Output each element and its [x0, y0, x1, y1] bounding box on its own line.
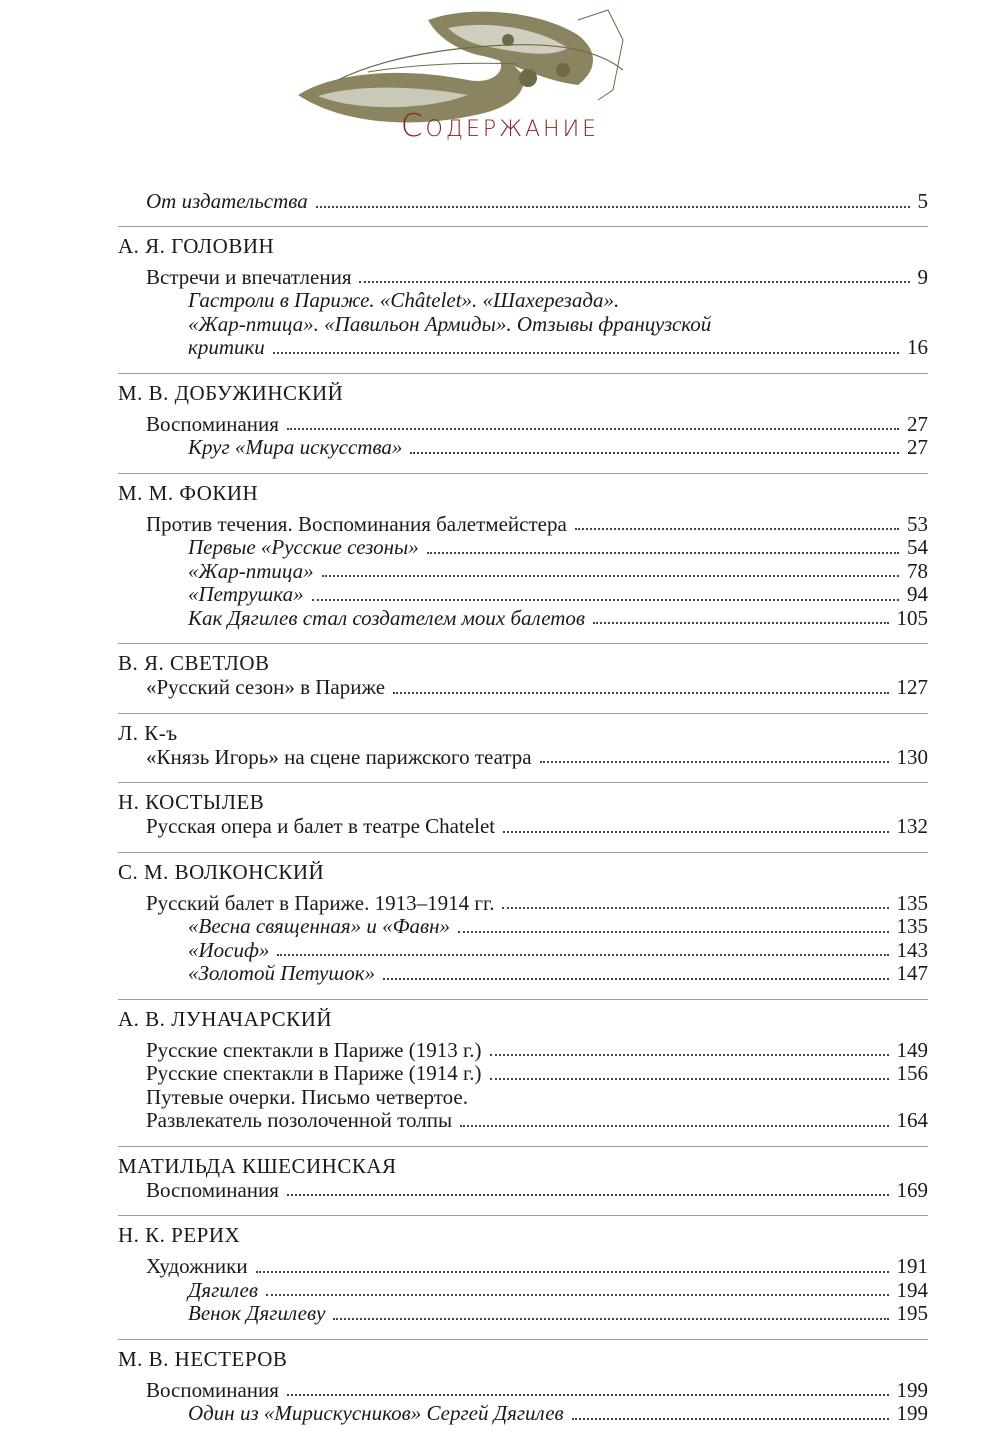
entry-title: «Жар-птица»: [188, 558, 314, 583]
entry-title: Воспоминания: [146, 1177, 279, 1202]
dot-leader: [593, 622, 888, 624]
entry-title: «Русский сезон» в Париже: [146, 675, 386, 699]
toc-entry[interactable]: [118, 513, 928, 537]
entry-title: Русский балет в Париже. 1913–1914 гг.: [146, 890, 495, 915]
dot-leader: [502, 907, 888, 909]
spacer: [118, 839, 928, 846]
toc-section: [118, 782, 928, 846]
toc-section: [118, 643, 928, 707]
author-heading: М. В. ДОБУЖИНСКИЙ: [118, 373, 928, 406]
entry-title: «Князь Игорь» на сцене парижского театра: [146, 744, 532, 769]
dot-leader: [273, 352, 899, 354]
toc-section: [118, 473, 928, 638]
entry-title: Венок Дягилеву: [188, 1301, 326, 1325]
entry-title: критики: [188, 335, 265, 359]
toc-entry[interactable]: [118, 560, 928, 584]
entry-title: Первые «Русские сезоны»: [188, 535, 419, 559]
spacer: [118, 986, 928, 993]
author-heading: МАТИЛЬДА КШЕСИНСКАЯ: [118, 1146, 928, 1179]
dot-leader: [460, 1125, 888, 1127]
page-number: 135: [896, 914, 928, 938]
toc-entry[interactable]: [118, 336, 928, 360]
page-number: 195: [896, 1301, 928, 1325]
dot-leader: [458, 931, 889, 933]
page-number: 199: [896, 1377, 928, 1402]
page-number: 199: [896, 1401, 928, 1425]
entry-title: Художники: [146, 1254, 248, 1278]
entry-title: От издательства: [146, 189, 308, 213]
page-number: 149: [896, 1037, 928, 1062]
toc-entry[interactable]: [118, 583, 928, 607]
dot-leader: [287, 1394, 889, 1396]
author-heading: Л. К-ъ: [118, 713, 928, 746]
entry-title: Путевые очерки. Письмо четвертое.: [146, 1084, 469, 1109]
toc-entry[interactable]: [118, 1279, 928, 1303]
page-number: 127: [896, 675, 928, 699]
page-number: 191: [896, 1254, 928, 1278]
entry-title: Дягилев: [188, 1277, 258, 1302]
spacer: [118, 630, 928, 637]
page-number: 147: [896, 961, 928, 985]
dot-leader: [322, 575, 899, 577]
dot-leader: [266, 1294, 889, 1296]
toc-entry[interactable]: [118, 1109, 928, 1133]
entry-title: Развлекатель позолоченной толпы: [146, 1108, 453, 1132]
entry-title: Воспоминания: [146, 1377, 279, 1402]
toc-entry[interactable]: [118, 1039, 928, 1063]
dot-leader: [572, 1418, 889, 1420]
spacer: [118, 460, 928, 467]
page-number: 9: [917, 264, 928, 289]
author-heading: А. В. ЛУНАЧАРСКИЙ: [118, 999, 928, 1032]
page-number: 156: [896, 1061, 928, 1085]
dot-leader: [410, 452, 899, 454]
toc-section: [118, 713, 928, 777]
toc-entry[interactable]: [118, 1179, 928, 1203]
spacer: [118, 1202, 928, 1209]
spacer: [118, 769, 928, 776]
toc-entry[interactable]: [118, 915, 928, 939]
toc-entry[interactable]: [118, 289, 928, 313]
page-number: 143: [896, 937, 928, 962]
entry-title: Круг «Мира искусства»: [188, 435, 403, 459]
dot-leader: [277, 954, 888, 956]
toc-section: [118, 1146, 928, 1210]
toc-section-preface: [118, 190, 928, 220]
page-number: 54: [907, 535, 928, 559]
dot-leader: [256, 1271, 889, 1273]
toc-entry[interactable]: [118, 1062, 928, 1086]
page-number: 130: [896, 744, 928, 769]
dot-leader: [490, 1078, 889, 1080]
entry-title: Один из «Мирискусников» Сергей Дягилев: [188, 1401, 564, 1425]
toc-entry[interactable]: [118, 266, 928, 290]
page-number: 53: [907, 511, 928, 536]
page-number: 105: [896, 605, 928, 630]
spacer: [118, 360, 928, 367]
dot-leader: [312, 599, 899, 601]
author-heading: Н. К. РЕРИХ: [118, 1215, 928, 1248]
dot-leader: [287, 1194, 889, 1196]
entry-title: Встречи и впечатления: [146, 264, 352, 289]
dot-leader: [333, 1318, 888, 1320]
spacer: [118, 700, 928, 707]
toc-entry[interactable]: [118, 1302, 928, 1326]
entry-title: Воспоминания: [146, 411, 279, 436]
author-heading: В. Я. СВЕТЛОВ: [118, 643, 928, 676]
toc-entry[interactable]: [118, 892, 928, 916]
entry-title: «Весна священная» и «Фавн»: [188, 914, 450, 938]
toc-entry[interactable]: [118, 190, 928, 214]
dot-leader: [393, 692, 888, 694]
page-number: 169: [896, 1177, 928, 1202]
author-heading: А. Я. ГОЛОВИН: [118, 226, 928, 259]
spacer: [118, 1326, 928, 1333]
page-number: 194: [896, 1277, 928, 1302]
page-number: 5: [917, 189, 928, 213]
entry-title: Русские спектакли в Париже (1913 г.): [146, 1037, 482, 1062]
page-number: 164: [896, 1108, 928, 1132]
entry-title: Русская опера и балет в театре Chatelet: [146, 814, 496, 838]
toc-section: [118, 1215, 928, 1333]
entry-title: Как Дягилев стал создателем моих балетов: [188, 605, 586, 630]
dot-leader: [359, 281, 909, 283]
toc-entry[interactable]: [118, 1255, 928, 1279]
toc-entry[interactable]: [118, 676, 928, 700]
toc-entry[interactable]: [118, 815, 928, 839]
spacer: [118, 1372, 928, 1379]
toc-entry[interactable]: [118, 746, 928, 770]
toc-section: [118, 852, 928, 993]
page-number: 132: [896, 814, 928, 838]
toc-entry[interactable]: [118, 536, 928, 560]
author-heading: М. В. НЕСТЕРОВ: [118, 1339, 928, 1372]
dot-leader: [427, 552, 899, 554]
toc-entry[interactable]: [118, 939, 928, 963]
toc-entry[interactable]: [118, 436, 928, 460]
page-number: 27: [907, 411, 928, 436]
toc-entry[interactable]: [118, 413, 928, 437]
spacer: [118, 1133, 928, 1140]
toc-entry[interactable]: [118, 607, 928, 631]
toc-section: [118, 226, 928, 367]
page-number: 78: [907, 558, 928, 583]
page-number: 27: [907, 435, 928, 459]
dot-leader: [316, 206, 910, 208]
dot-leader: [490, 1054, 889, 1056]
author-heading: С. М. ВОЛКОНСКИЙ: [118, 852, 928, 885]
toc-entry[interactable]: [118, 1086, 928, 1110]
page-number: 16: [907, 335, 928, 359]
toc-entry[interactable]: [118, 313, 928, 337]
toc-entry[interactable]: [118, 962, 928, 986]
entry-title: «Жар-птица». «Павильон Армиды». Отзывы французской: [188, 311, 712, 336]
toc-entry[interactable]: [118, 1402, 928, 1426]
entry-title: «Петрушка»: [188, 582, 304, 606]
author-heading: М. М. ФОКИН: [118, 473, 928, 506]
dot-leader: [383, 978, 888, 980]
toc-section: [118, 999, 928, 1140]
page-number: 94: [907, 582, 928, 606]
toc-entry[interactable]: [118, 1379, 928, 1403]
entry-title: «Золотой Петушок»: [188, 961, 376, 985]
dot-leader: [287, 428, 899, 430]
spacer: [118, 1426, 928, 1433]
author-heading: Н. КОСТЫЛЕВ: [118, 782, 928, 815]
page-number: 135: [896, 890, 928, 915]
dot-leader: [575, 528, 899, 530]
table-of-contents: [118, 190, 928, 1433]
dot-leader: [503, 831, 888, 833]
entry-title: Русские спектакли в Париже (1914 г.): [146, 1061, 482, 1085]
page-title: Содержание: [400, 108, 600, 144]
entry-title: Против течения. Воспоминания балетмейстера: [146, 511, 567, 536]
dot-leader: [540, 761, 889, 763]
entry-title: «Иосиф»: [188, 937, 270, 962]
toc-section: [118, 1339, 928, 1433]
entry-title: Гастроли в Париже. «Châtelet». «Шахерезада».: [188, 288, 620, 312]
toc-section: [118, 373, 928, 467]
